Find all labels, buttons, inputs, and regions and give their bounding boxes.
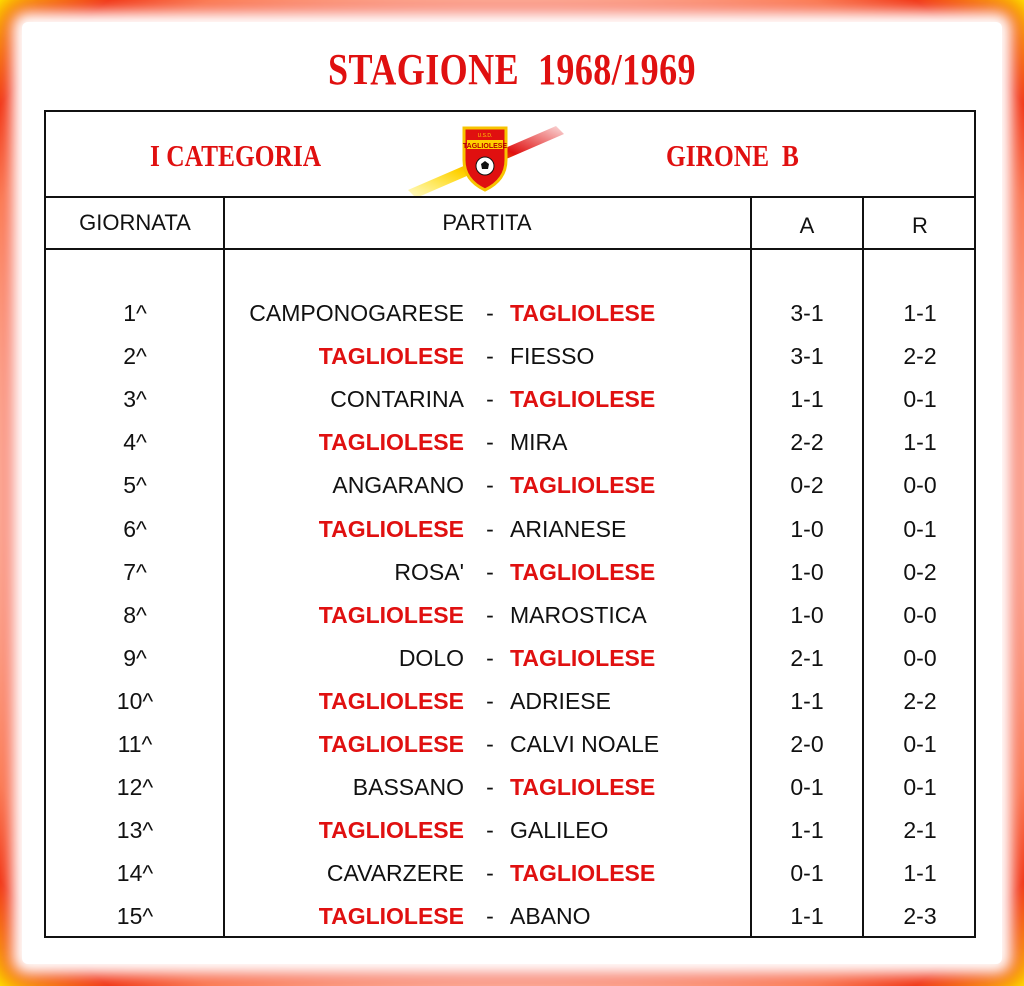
away-team: TAGLIOLESE	[510, 644, 656, 671]
table-row	[46, 386, 974, 429]
home-team: DOLO	[398, 644, 464, 671]
round-number: 13^	[116, 817, 154, 844]
home-team: ANGARANO	[332, 472, 464, 499]
away-team: ABANO	[510, 903, 591, 930]
home-team: TAGLIOLESE	[318, 343, 464, 370]
column-header-match: PARTITA	[442, 210, 532, 235]
table-row	[46, 300, 974, 343]
logo-small-text: U.S.D.	[477, 133, 493, 139]
first-leg-score: 2-2	[790, 429, 824, 456]
match-separator: -	[486, 300, 494, 326]
first-leg-score: 2-0	[790, 731, 824, 757]
table-row	[46, 903, 974, 946]
away-team: ARIANESE	[510, 515, 627, 542]
home-team: BASSANO	[352, 774, 464, 801]
match-separator: -	[486, 860, 494, 887]
match-separator: -	[486, 774, 494, 801]
second-leg-score: 0-2	[903, 558, 937, 585]
home-team: CAVARZERE	[326, 860, 464, 887]
home-team: TAGLIOLESE	[318, 429, 464, 456]
away-team: TAGLIOLESE	[510, 774, 656, 801]
logo-club-text: TAGLIOLESE	[462, 143, 508, 150]
header-divider	[46, 196, 974, 198]
group-label: GIRONE B	[666, 138, 799, 173]
match-separator: -	[486, 429, 494, 456]
second-leg-score: 0-1	[903, 386, 937, 413]
away-team: TAGLIOLESE	[510, 860, 656, 887]
match-separator: -	[486, 386, 494, 413]
first-leg-score: 1-0	[790, 601, 824, 628]
table-row	[46, 516, 974, 559]
second-leg-score: 1-1	[903, 860, 937, 887]
round-number: 12^	[116, 774, 154, 801]
second-leg-score: 1-1	[903, 300, 937, 326]
second-leg-score: 0-0	[903, 601, 937, 628]
category-label: I CATEGORIA	[150, 138, 322, 173]
second-leg-score: 2-3	[903, 903, 937, 930]
away-team: TAGLIOLESE	[510, 472, 656, 499]
away-team: CALVI NOALE	[510, 731, 660, 757]
match-separator: -	[486, 903, 494, 930]
first-leg-score: 2-1	[790, 644, 824, 671]
season-title: STAGIONE 1968/1969	[328, 45, 696, 94]
round-number: 1^	[123, 300, 147, 326]
home-team: ROSA'	[394, 558, 464, 585]
match-separator: -	[486, 687, 494, 714]
first-leg-score: 1-0	[790, 558, 824, 585]
second-leg-score: 1-1	[903, 429, 937, 456]
table-row	[46, 343, 974, 386]
home-team: CONTARINA	[330, 386, 464, 413]
table-row	[46, 645, 974, 688]
away-team: MIRA	[510, 429, 568, 456]
first-leg-score: 0-1	[790, 860, 824, 887]
round-number: 9^	[123, 644, 147, 671]
round-number: 7^	[123, 558, 147, 585]
away-team: MAROSTICA	[510, 601, 647, 628]
home-team: TAGLIOLESE	[318, 601, 464, 628]
fixtures-table	[44, 110, 976, 938]
home-team: TAGLIOLESE	[318, 903, 464, 930]
table-row	[46, 817, 974, 860]
away-team: FIESSO	[510, 343, 595, 370]
second-leg-score: 0-1	[903, 731, 937, 757]
second-leg-score: 0-1	[903, 515, 937, 542]
match-separator: -	[486, 817, 494, 844]
second-leg-score: 0-0	[903, 644, 937, 671]
home-team: TAGLIOLESE	[318, 687, 464, 714]
away-team: TAGLIOLESE	[510, 558, 656, 585]
column-header-round: GIORNATA	[79, 210, 191, 235]
home-team: TAGLIOLESE	[318, 817, 464, 844]
table-row	[46, 774, 974, 817]
second-leg-score: 0-0	[903, 472, 937, 499]
first-leg-score: 1-1	[790, 386, 824, 413]
home-team: TAGLIOLESE	[318, 515, 464, 542]
second-leg-score: 2-2	[903, 687, 937, 714]
away-team: TAGLIOLESE	[510, 386, 656, 413]
second-leg-score: 2-2	[903, 343, 937, 370]
round-number: 5^	[123, 472, 147, 499]
first-leg-score: 0-2	[790, 472, 824, 499]
table-row	[46, 602, 974, 645]
table-row	[46, 688, 974, 731]
table-row	[46, 472, 974, 515]
second-leg-score: 2-1	[903, 817, 937, 844]
column-header-second-leg: R	[912, 213, 928, 238]
table-row	[46, 731, 974, 774]
table-row	[46, 429, 974, 472]
match-separator: -	[486, 472, 494, 499]
match-separator: -	[486, 731, 494, 757]
match-separator: -	[486, 558, 494, 585]
home-team: TAGLIOLESE	[318, 731, 464, 757]
second-leg-score: 0-1	[903, 774, 937, 801]
round-number: 11^	[117, 731, 153, 757]
table-row	[46, 559, 974, 602]
match-separator: -	[486, 601, 494, 628]
first-leg-score: 1-1	[790, 903, 824, 930]
column-header-first-leg: A	[799, 213, 815, 238]
club-logo	[406, 118, 566, 198]
first-leg-score: 1-1	[790, 687, 824, 714]
away-team: ADRIESE	[510, 687, 611, 714]
round-number: 14^	[116, 860, 154, 887]
first-leg-score: 0-1	[790, 774, 824, 801]
first-leg-score: 1-1	[790, 817, 824, 844]
first-leg-score: 3-1	[790, 343, 824, 370]
match-separator: -	[486, 343, 494, 370]
away-team: GALILEO	[510, 817, 609, 844]
column-header-divider	[46, 248, 974, 250]
round-number: 6^	[123, 515, 147, 542]
round-number: 3^	[123, 386, 147, 413]
first-leg-score: 1-0	[790, 515, 824, 542]
home-team: CAMPONOGARESE	[249, 300, 464, 326]
match-separator: -	[486, 644, 494, 671]
round-number: 8^	[123, 601, 147, 628]
round-number: 10^	[116, 687, 154, 714]
table-row	[46, 860, 974, 903]
round-number: 15^	[116, 903, 154, 930]
round-number: 2^	[123, 343, 147, 370]
away-team: TAGLIOLESE	[510, 300, 656, 326]
match-separator: -	[486, 515, 494, 542]
first-leg-score: 3-1	[790, 300, 824, 326]
round-number: 4^	[123, 429, 147, 456]
